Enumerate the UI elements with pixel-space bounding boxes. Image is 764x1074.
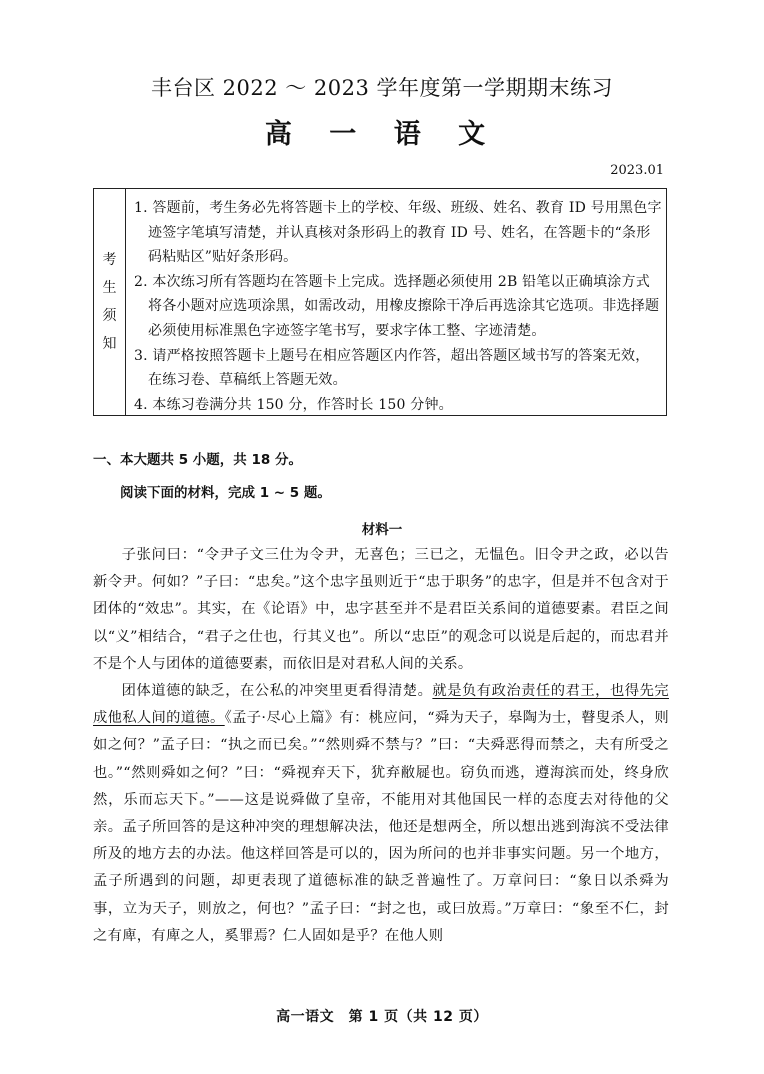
underlined-sentence: 就是负有政治责任的君王，也得先完成他私人间的道德。 xyxy=(93,683,669,727)
notice-side-char: 知 xyxy=(102,336,117,352)
notice-item: 2. 本次练习所有答题均在答题卡上完成。选择题必须使用 2B 铅笔以正确填涂方式将各小题对应选项涂黑，如需改动，用橡皮擦除干净后再选涂其它选项。非选择题必须使用标准黑色字迹签字笔书写，要求字体工整、字迹清楚。 xyxy=(134,273,660,339)
exam-title: 丰台区 2022 ～ 2023 学年度第一学期期末练习 xyxy=(150,76,614,100)
material-passage xyxy=(93,542,669,950)
notice-side-char: 生 xyxy=(102,280,117,296)
page-footer: 高一语文 第 1 页（共 12 页） xyxy=(276,1009,488,1025)
notice-item: 3. 请严格按照答题卡上题号在相应答题区内作答，超出答题区域书写的答案无效，在练习卷、草稿纸上答题无效。 xyxy=(134,347,650,389)
passage-paragraph-2 xyxy=(93,678,669,950)
candidate-notice-box xyxy=(93,188,667,416)
subject-title: 高 一 语 文 xyxy=(264,119,500,150)
notice-side-label xyxy=(94,189,126,415)
section-instruction: 阅读下面的材料，完成 1 ~ 5 题。 xyxy=(120,485,331,501)
material-title: 材料一 xyxy=(361,522,403,538)
section-heading: 一、本大题共 5 小题，共 18 分。 xyxy=(93,452,302,468)
notice-item: 1. 答题前，考生务必先将答题卡上的学校、年级、班级、姓名、教育 ID 号用黑色字迹签字笔填写清楚，并认真核对条形码上的教育 ID 号、姓名，在答题卡的“条形码粘贴区”贴好条形码。 xyxy=(134,200,662,266)
passage-paragraph-1: 子张问曰：“令尹子文三仕为令尹，无喜色；三已之，无愠色。旧令尹之政，必以告新令尹。何如？”子曰：“忠矣。”这个忠字虽则近于“忠于职务”的忠字，但是并不包含对于团体的“效忠”。其实，在《论语》中，忠字甚至并不是君臣关系间的道德要素。君臣之间以“义”相结合，“君子之仕也，行其义也”。所以“忠臣”的观念可以说是后起的，而忠君并不是个人与团体的道德要素，而依旧是对君私人间的关系。 xyxy=(93,547,669,672)
notice-side-char: 考 xyxy=(102,252,117,268)
exam-date: 2023.01 xyxy=(610,163,664,178)
notice-side-char: 须 xyxy=(102,308,117,324)
passage-text: 团体道德的缺乏，在公私的冲突里更看得清楚。 xyxy=(121,683,433,700)
notice-item: 4. 本练习卷满分共 150 分，作答时长 150 分钟。 xyxy=(134,396,453,413)
notice-list xyxy=(134,196,662,417)
passage-text: 《孟子·尽心上篇》有：桃应问，“舜为天子，皋陶为士，瞽叟杀人，则如之何？”孟子曰：“执之而已矣。”“然则舜不禁与？”曰：“夫舜恶得而禁之，夫有所受之也。”“然则舜如之何？”曰：“舜视弃天下，犹弃敝屣也。窃负而逃，遵海滨而处，终身欣然，乐而忘天下。”——这是说舜做了皇帝，不能用对其他国民一样的态度去对待他的父亲。孟子所回答的是这种冲突的理想解决法，他还是想两全，所以想出逃到海滨不受法律所及的地方去的办法。他这样回答是可以的，因为所问的也并非事实问题。另一个地方，孟子所遇到的问题，却更表现了道德标准的缺乏普遍性了。万章问曰：“象日以杀舜为事，立为天子，则放之，何也？”孟子曰：“封之也，或曰放焉。”万章曰：“象至不仁，封之有庳，有庳之人，奚罪焉？仁人固如是乎？在他人则 xyxy=(93,710,669,944)
